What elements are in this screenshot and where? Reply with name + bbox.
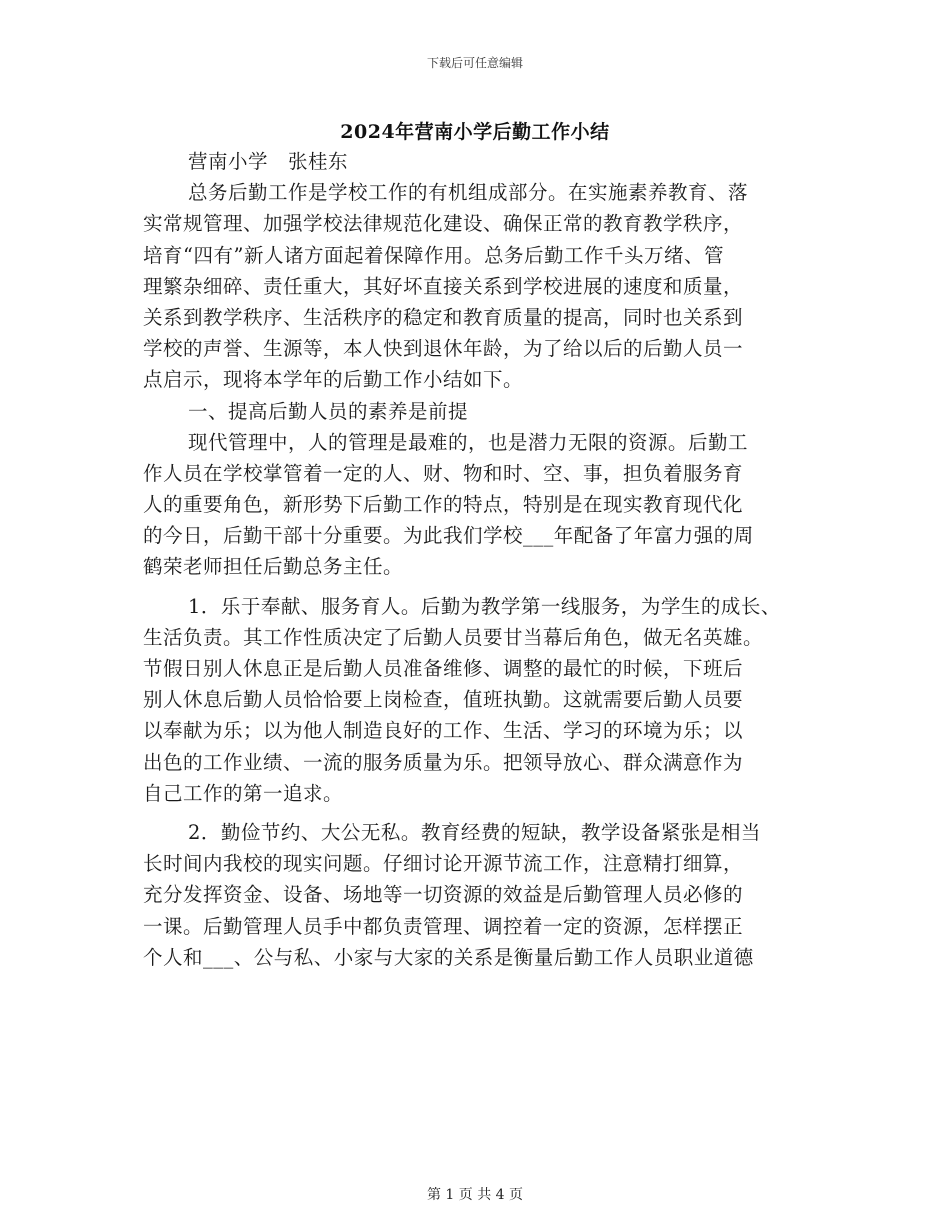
text-line: 长时间内我校的现实问题。仔细讨论开源节流工作，注意精打细算，: [143, 852, 744, 876]
text-line: 一、提高后勤人员的素养是前提: [188, 399, 469, 423]
text-line: 以奉献为乐；以为他人制造良好的工作、生活、学习的环境为乐；以: [143, 719, 744, 743]
text-line: 培育“四有”新人诸方面起着保障作用。总务后勤工作千头万绪、管: [143, 243, 724, 267]
text-line: 实常规管理、加强学校法律规范化建设、确保正常的教育教学秩序，: [143, 212, 744, 236]
text-line: 别人休息后勤人员恰恰要上岗检查，值班执勤。这就需要后勤人员要: [143, 688, 744, 712]
document-title: 2024年营南小学后勤工作小结: [340, 121, 610, 143]
text-line: 鹤荣老师担任后勤总务主任。: [143, 555, 404, 579]
text-line: 作人员在学校掌管着一定的人、财、物和时、空、事，担负着服务育: [143, 461, 744, 485]
paragraph: [143, 427, 827, 583]
text-line: 一课。后勤管理人员手中都负责管理、调控着一定的资源，怎样摆正: [143, 914, 744, 938]
text-line: 个人和___、公与私、小家与大家的关系是衡量后勤工作人员职业道德: [143, 945, 754, 969]
page-footer: 第 1 页 共 4 页: [426, 1187, 524, 1203]
text-line: 自己工作的第一追求。: [143, 781, 344, 805]
text-line: 理繁杂细碎、责任重大，其好坏直接关系到学校进展的速度和质量，: [143, 274, 744, 298]
text-line: 充分发挥资金、设备、场地等一切资源的效益是后勤管理人员必修的: [143, 883, 744, 907]
text-line: 出色的工作业绩、一流的服务质量为乐。把领导放心、群众满意作为: [143, 750, 744, 774]
text-line: 人的重要角色，新形势下后勤工作的特点，特别是在现实教育现代化: [143, 493, 744, 517]
paragraph: [143, 146, 827, 177]
paragraph: [143, 177, 827, 395]
text-line: 现代管理中，人的管理是最难的，也是潜力无限的资源。后勤工: [188, 430, 749, 454]
text-line: 2．勤俭节约、大公无私。教育经费的短缺，教学设备紧张是相当: [188, 820, 761, 844]
text-line: 1．乐于奉献、服务育人。后勤为教学第一线服务，为学生的成长、: [188, 594, 781, 618]
text-line: 总务后勤工作是学校工作的有机组成部分。在实施素养教育、落: [188, 181, 749, 205]
paragraph: [143, 817, 827, 973]
text-line: 点启示，现将本学年的后勤工作小结如下。: [143, 368, 524, 392]
document-body: [143, 146, 827, 973]
text-line: 关系到教学秩序、生活秩序的稳定和教育质量的提高，同时也关系到: [143, 305, 744, 329]
paragraph: [143, 591, 827, 809]
text-line: 的今日，后勤干部十分重要。为此我们学校___年配备了年富力强的周: [143, 524, 754, 548]
header-note: 下载后可任意编辑: [426, 56, 523, 70]
paragraph: [143, 396, 827, 427]
text-line: 学校的声誉、生源等，本人快到退休年龄，为了给以后的后勤人员一: [143, 337, 744, 361]
text-line: 营南小学 张桂东: [188, 150, 349, 173]
text-line: 节假日别人休息正是后勤人员准备维修、调整的最忙的时候，下班后: [143, 657, 744, 680]
text-line: 生活负责。其工作性质决定了后勤人员要甘当幕后角色，做无名英雄。: [143, 625, 764, 649]
